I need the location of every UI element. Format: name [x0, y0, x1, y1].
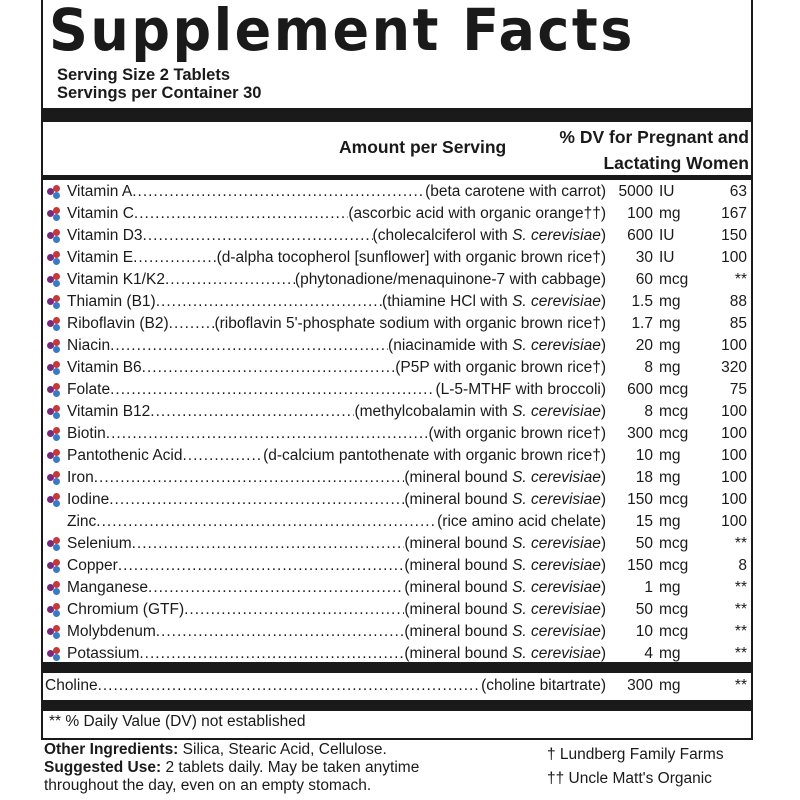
nutrient-amount: 18	[635, 469, 653, 486]
nutrient-source: (P5P with organic brown rice†)	[395, 359, 606, 376]
food-source-icon	[47, 625, 61, 639]
nutrient-name: Vitamin B12	[67, 403, 151, 420]
leader-dots	[182, 447, 263, 465]
food-source-icon	[47, 537, 61, 551]
nutrient-name: Niacin	[67, 337, 111, 354]
food-source-icon	[47, 449, 61, 463]
choline-dv: **	[734, 677, 747, 694]
nutrient-unit: mg	[659, 645, 681, 662]
nutrient-unit: mcg	[659, 557, 689, 574]
nutrient-name: Potassium	[67, 645, 140, 662]
nutrient-dv: 100	[721, 447, 747, 464]
nutrient-amount: 60	[635, 271, 653, 288]
nutrient-unit: mg	[659, 337, 681, 354]
nutrient-dv: **	[734, 535, 747, 552]
nutrient-amount: 300	[627, 425, 653, 442]
nutrient-amount: 30	[635, 249, 653, 266]
nutrient-source: (mineral bound S. cerevisiae)	[404, 469, 606, 486]
nutrient-unit: mcg	[659, 623, 689, 640]
nutrient-name: Vitamin E	[67, 249, 134, 266]
divider-under-header	[43, 175, 751, 180]
leader-dots	[94, 469, 405, 487]
header-dv-line1: % DV for Pregnant and	[559, 127, 749, 147]
nutrient-leader	[67, 645, 606, 663]
choline-row-wrap	[43, 675, 751, 697]
nutrient-unit: mcg	[659, 403, 689, 420]
nutrient-name: Copper	[67, 557, 118, 574]
nutrient-source: (mineral bound S. cerevisiae)	[404, 557, 606, 574]
nutrient-source: (mineral bound S. cerevisiae)	[404, 579, 606, 596]
nutrient-source: (d-calcium pantothenate with organic brown rice†)	[263, 447, 606, 464]
nutrient-leader	[67, 535, 606, 553]
nutrient-amount: 600	[627, 227, 653, 244]
food-source-icon	[47, 383, 61, 397]
nutrient-source: (d-alpha tocopherol [sunflower] with organic brown rice†)	[216, 249, 606, 266]
nutrient-source: (thiamine HCl with S. cerevisiae)	[382, 293, 606, 310]
suggested-use-label: Suggested Use:	[44, 759, 162, 776]
thick-divider-bottom	[43, 700, 751, 711]
nutrient-dv: 75	[729, 381, 747, 398]
nutrient-dv: 100	[721, 249, 747, 266]
nutrient-amount: 1.5	[631, 293, 653, 310]
nutrient-row	[43, 577, 751, 599]
food-source-icon	[47, 559, 61, 573]
nutrient-source: (ascorbic acid with organic orange††)	[348, 205, 606, 222]
choline-unit: mg	[659, 677, 681, 694]
nutrient-name: Vitamin K1/K2	[67, 271, 165, 288]
nutrient-leader	[67, 425, 606, 443]
leader-dots	[106, 425, 429, 443]
nutrient-row	[43, 445, 751, 467]
nutrient-source: (beta carotene with carrot)	[425, 183, 606, 200]
nutrient-name: Pantothenic Acid	[67, 447, 183, 464]
food-source-icon	[47, 229, 61, 243]
nutrient-dv: **	[734, 271, 747, 288]
nutrient-amount: 50	[635, 601, 653, 618]
food-source-icon	[47, 317, 61, 331]
nutrient-unit: mcg	[659, 425, 689, 442]
nutrient-leader	[67, 381, 606, 399]
nutrient-amount: 600	[627, 381, 653, 398]
food-source-icon	[47, 427, 61, 441]
leader-dots	[110, 381, 435, 399]
nutrient-dv: 85	[729, 315, 747, 332]
leader-dots	[169, 315, 215, 333]
nutrient-amount: 5000	[618, 183, 653, 200]
nutrient-leader	[67, 337, 606, 355]
nutrient-leader	[67, 447, 606, 465]
nutrient-list	[43, 181, 751, 665]
leader-dots	[150, 403, 354, 421]
nutrient-unit: mg	[659, 205, 681, 222]
nutrient-source: (riboflavin 5'-phosphate sodium with organic brown rice†)	[214, 315, 606, 332]
nutrient-source: (methylcobalamin with S. cerevisiae)	[354, 403, 606, 420]
serving-info	[57, 66, 262, 102]
leader-dots	[132, 183, 425, 201]
nutrient-leader	[67, 623, 606, 641]
leader-dots	[165, 271, 295, 289]
nutrient-unit: mg	[659, 293, 681, 310]
leader-dots	[96, 513, 437, 531]
nutrient-leader	[67, 227, 606, 245]
nutrient-unit: mg	[659, 513, 681, 530]
leader-dots	[139, 645, 404, 663]
nutrient-dv: **	[734, 623, 747, 640]
nutrient-amount: 1	[644, 579, 653, 596]
nutrient-row	[43, 599, 751, 621]
nutrient-name: Riboflavin (B2)	[67, 315, 169, 332]
nutrient-source: (mineral bound S. cerevisiae)	[404, 645, 606, 662]
food-source-icon	[47, 273, 61, 287]
nutrient-name: Vitamin C	[67, 205, 134, 222]
food-source-icon	[47, 581, 61, 595]
nutrient-row	[43, 291, 751, 313]
panel-title: Supplement Facts	[49, 0, 635, 65]
nutrient-unit: mcg	[659, 381, 689, 398]
nutrient-source: (cholecalciferol with S. cerevisiae)	[372, 227, 606, 244]
nutrient-dv: 100	[721, 425, 747, 442]
nutrient-amount: 10	[635, 623, 653, 640]
nutrient-unit: mcg	[659, 271, 689, 288]
food-source-icon	[47, 185, 61, 199]
source-note-2: †† Uncle Matt's Organic	[547, 770, 712, 787]
leader-dots	[134, 205, 348, 223]
nutrient-unit: mg	[659, 579, 681, 596]
nutrient-leader	[67, 315, 606, 333]
nutrient-dv: 100	[721, 469, 747, 486]
nutrient-row	[43, 467, 751, 489]
nutrient-source: (phytonadione/menaquinone-7 with cabbage)	[294, 271, 606, 288]
food-source-icon	[47, 471, 61, 485]
nutrient-unit: mcg	[659, 491, 689, 508]
nutrient-leader	[67, 359, 606, 377]
nutrient-source: (rice amino acid chelate)	[437, 513, 606, 530]
leader-dots	[133, 249, 217, 267]
source-notes	[547, 743, 724, 791]
leader-dots	[110, 337, 388, 355]
thick-divider-top	[43, 108, 751, 122]
nutrient-row	[43, 247, 751, 269]
nutrient-unit: mcg	[659, 601, 689, 618]
nutrient-name: Vitamin D3	[67, 227, 143, 244]
nutrient-name: Vitamin A	[67, 183, 133, 200]
nutrient-leader	[67, 205, 606, 223]
thick-divider-mid	[43, 662, 751, 673]
nutrient-amount: 20	[635, 337, 653, 354]
nutrient-row	[43, 621, 751, 643]
food-source-icon	[47, 251, 61, 265]
nutrient-name: Selenium	[67, 535, 132, 552]
leader-dots	[148, 579, 404, 597]
supplement-facts-panel	[41, 0, 753, 740]
nutrient-dv: 167	[721, 205, 747, 222]
food-source-icon	[47, 405, 61, 419]
nutrient-row	[43, 203, 751, 225]
header-dv	[559, 124, 749, 176]
food-source-icon	[47, 647, 61, 661]
nutrient-name: Biotin	[67, 425, 106, 442]
nutrient-leader	[67, 491, 606, 509]
nutrient-name: Iron	[67, 469, 94, 486]
nutrient-row	[43, 533, 751, 555]
nutrient-row	[43, 489, 751, 511]
leader-dots	[132, 535, 405, 553]
nutrient-amount: 150	[627, 557, 653, 574]
nutrient-name: Folate	[67, 381, 111, 398]
choline-name: Choline	[45, 677, 98, 694]
nutrient-name: Thiamin (B1)	[67, 293, 156, 310]
nutrient-source: (with organic brown rice†)	[428, 425, 606, 442]
nutrient-row	[43, 401, 751, 423]
nutrient-amount: 8	[644, 359, 653, 376]
nutrient-dv: 88	[729, 293, 747, 310]
nutrient-dv: 100	[721, 337, 747, 354]
nutrient-leader	[67, 249, 606, 267]
nutrient-row	[43, 269, 751, 291]
nutrient-dv: 100	[721, 403, 747, 420]
suggested-use-text: 2 tablets daily. May be taken anytime	[161, 759, 420, 776]
nutrient-unit: IU	[659, 249, 675, 266]
nutrient-source: (mineral bound S. cerevisiae)	[404, 491, 606, 508]
nutrient-source: (niacinamide with S. cerevisiae)	[388, 337, 606, 354]
nutrient-dv: 63	[729, 183, 747, 200]
nutrient-leader	[67, 557, 606, 575]
nutrient-dv: 150	[721, 227, 747, 244]
nutrient-source: (mineral bound S. cerevisiae)	[404, 601, 606, 618]
nutrient-amount: 50	[635, 535, 653, 552]
leader-dots	[142, 359, 396, 377]
nutrient-row	[43, 335, 751, 357]
nutrient-row	[43, 225, 751, 247]
leader-dots	[156, 623, 405, 641]
nutrient-leader	[67, 403, 606, 421]
food-source-icon	[47, 339, 61, 353]
nutrient-dv: 100	[721, 491, 747, 508]
nutrient-unit: mg	[659, 315, 681, 332]
other-ingredients-text: Silica, Stearic Acid, Cellulose.	[178, 741, 387, 758]
nutrient-dv: 8	[738, 557, 747, 574]
nutrient-leader	[67, 293, 606, 311]
food-source-icon	[47, 361, 61, 375]
header-dv-line2: Lactating Women	[603, 153, 749, 173]
suggested-use-text2: throughout the day, even on an empty stomach.	[44, 777, 372, 794]
nutrient-leader	[67, 513, 606, 531]
food-source-icon	[47, 295, 61, 309]
nutrient-dv: 320	[721, 359, 747, 376]
choline-dots	[98, 677, 482, 695]
serving-size: Serving Size 2 Tablets	[57, 66, 231, 84]
nutrient-name: Zinc	[67, 513, 97, 530]
nutrient-amount: 15	[635, 513, 653, 530]
nutrient-row	[43, 423, 751, 445]
nutrient-row	[43, 511, 751, 533]
nutrient-unit: IU	[659, 227, 675, 244]
leader-dots	[109, 491, 404, 509]
nutrient-row	[43, 379, 751, 401]
nutrient-leader	[67, 183, 606, 201]
nutrient-name: Manganese	[67, 579, 149, 596]
nutrient-name: Vitamin B6	[67, 359, 142, 376]
nutrient-amount: 100	[627, 205, 653, 222]
nutrient-row	[43, 555, 751, 577]
nutrient-amount: 150	[627, 491, 653, 508]
nutrient-dv: **	[734, 601, 747, 618]
nutrient-unit: IU	[659, 183, 675, 200]
nutrient-unit: mg	[659, 469, 681, 486]
nutrient-amount: 8	[644, 403, 653, 420]
nutrient-amount: 1.7	[631, 315, 653, 332]
food-source-icon	[47, 603, 61, 617]
food-source-icon	[47, 493, 61, 507]
header-amount: Amount per Serving	[339, 137, 507, 157]
nutrient-leader	[67, 271, 606, 289]
nutrient-unit: mg	[659, 359, 681, 376]
nutrient-dv: **	[734, 579, 747, 596]
nutrient-name: Chromium (GTF)	[67, 601, 185, 618]
nutrient-source: (L-5-MTHF with broccoli)	[435, 381, 606, 398]
choline-row	[43, 675, 751, 697]
food-source-icon	[47, 207, 61, 221]
nutrient-leader	[67, 601, 606, 619]
nutrient-row	[43, 357, 751, 379]
choline-leader	[45, 677, 606, 695]
leader-dots	[156, 293, 382, 311]
leader-dots	[143, 227, 373, 245]
nutrient-unit: mcg	[659, 535, 689, 552]
servings-per-container: Servings per Container 30	[57, 84, 262, 102]
nutrient-name: Iodine	[67, 491, 110, 508]
nutrient-dv: **	[734, 645, 747, 662]
nutrient-row	[43, 313, 751, 335]
nutrient-unit: mg	[659, 447, 681, 464]
nutrient-amount: 4	[644, 645, 653, 662]
leader-dots	[118, 557, 405, 575]
choline-source: (choline bitartrate)	[481, 677, 606, 694]
nutrient-name: Molybdenum	[67, 623, 156, 640]
source-note-1: † Lundberg Family Farms	[547, 746, 724, 763]
nutrient-dv: 100	[721, 513, 747, 530]
dv-footnote: ** % Daily Value (DV) not established	[49, 713, 306, 730]
nutrient-leader	[67, 469, 606, 487]
other-ingredients-label: Other Ingredients:	[44, 741, 179, 758]
nutrient-source: (mineral bound S. cerevisiae)	[404, 623, 606, 640]
nutrient-leader	[67, 579, 606, 597]
nutrient-source: (mineral bound S. cerevisiae)	[404, 535, 606, 552]
leader-dots	[184, 601, 404, 619]
nutrient-row	[43, 181, 751, 203]
nutrient-amount: 10	[635, 447, 653, 464]
choline-amount: 300	[627, 677, 653, 694]
